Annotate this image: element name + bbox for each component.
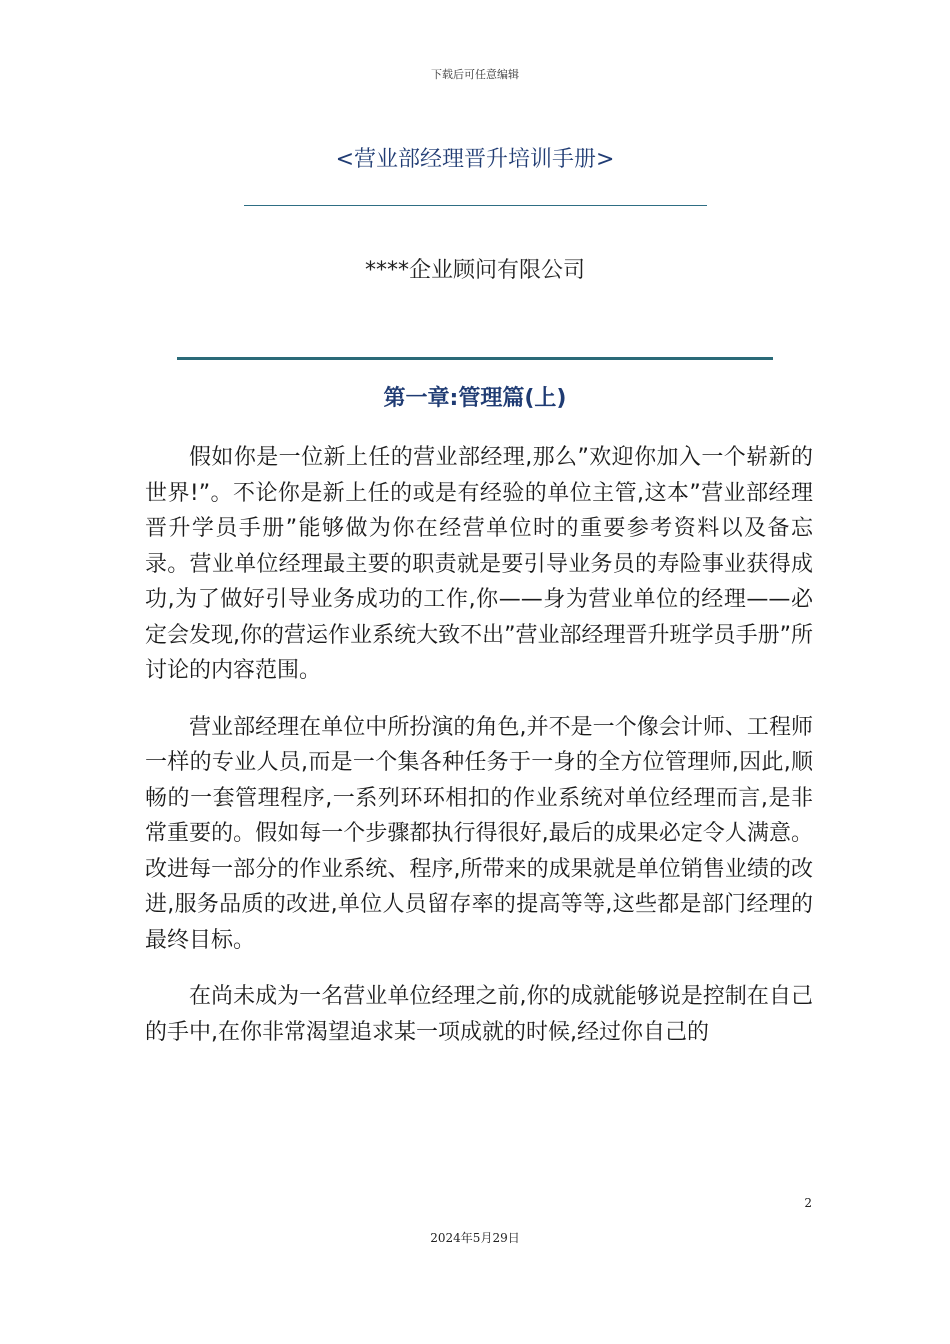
document-body [145,440,813,1071]
paragraph: 在尚未成为一名营业单位经理之前,你的成就能够说是控制在自己的手中,在你非常渴望追求某一项成就的时候,经过你自己的 [145,984,813,1045]
page-number: 2 [804,1196,812,1210]
chapter-title: 第一章:管理篇(上) [383,386,567,411]
document-title: <营业部经理晋升培训手册> [335,147,615,172]
company-name: ****企业顾问有限公司 [364,258,585,283]
paragraph: 假如你是一位新上任的营业部经理,那么”欢迎你加入一个崭新的世界!”。不论你是新上任的或是有经验的单位主管,这本”营业部经理晋升学员手册”能够做为你在经营单位时的重要参考资料以及备忘录。营业单位经理最主要的职责就是要引导业务员的寿险事业获得成功,为了做好引导业务成功的工作,你——身为营业单位的经理——必定会发现,你的营运作业系统大致不出”营业部经理晋升班学员手册”所讨论的内容范围。 [145,445,813,683]
header-note: 下载后可任意编辑 [431,68,519,81]
chapter-divider [177,357,773,360]
paragraph: 营业部经理在单位中所扮演的角色,并不是一个像会计师、工程师一样的专业人员,而是一个集各种任务于一身的全方位管理师,因此,顺畅的一套管理程序,一系列环环相扣的作业系统对单位经理而言,是非常重要的。假如每一个步骤都执行得很好,最后的成果必定令人满意。改进每一部分的作业系统、程序,所带来的成果就是单位销售业绩的改进,服务品质的改进,单位人员留存率的提高等等,这些都是部门经理的最终目标。 [145,714,813,953]
footer-date: 2024年5月29日 [430,1231,520,1245]
title-divider [244,205,707,206]
